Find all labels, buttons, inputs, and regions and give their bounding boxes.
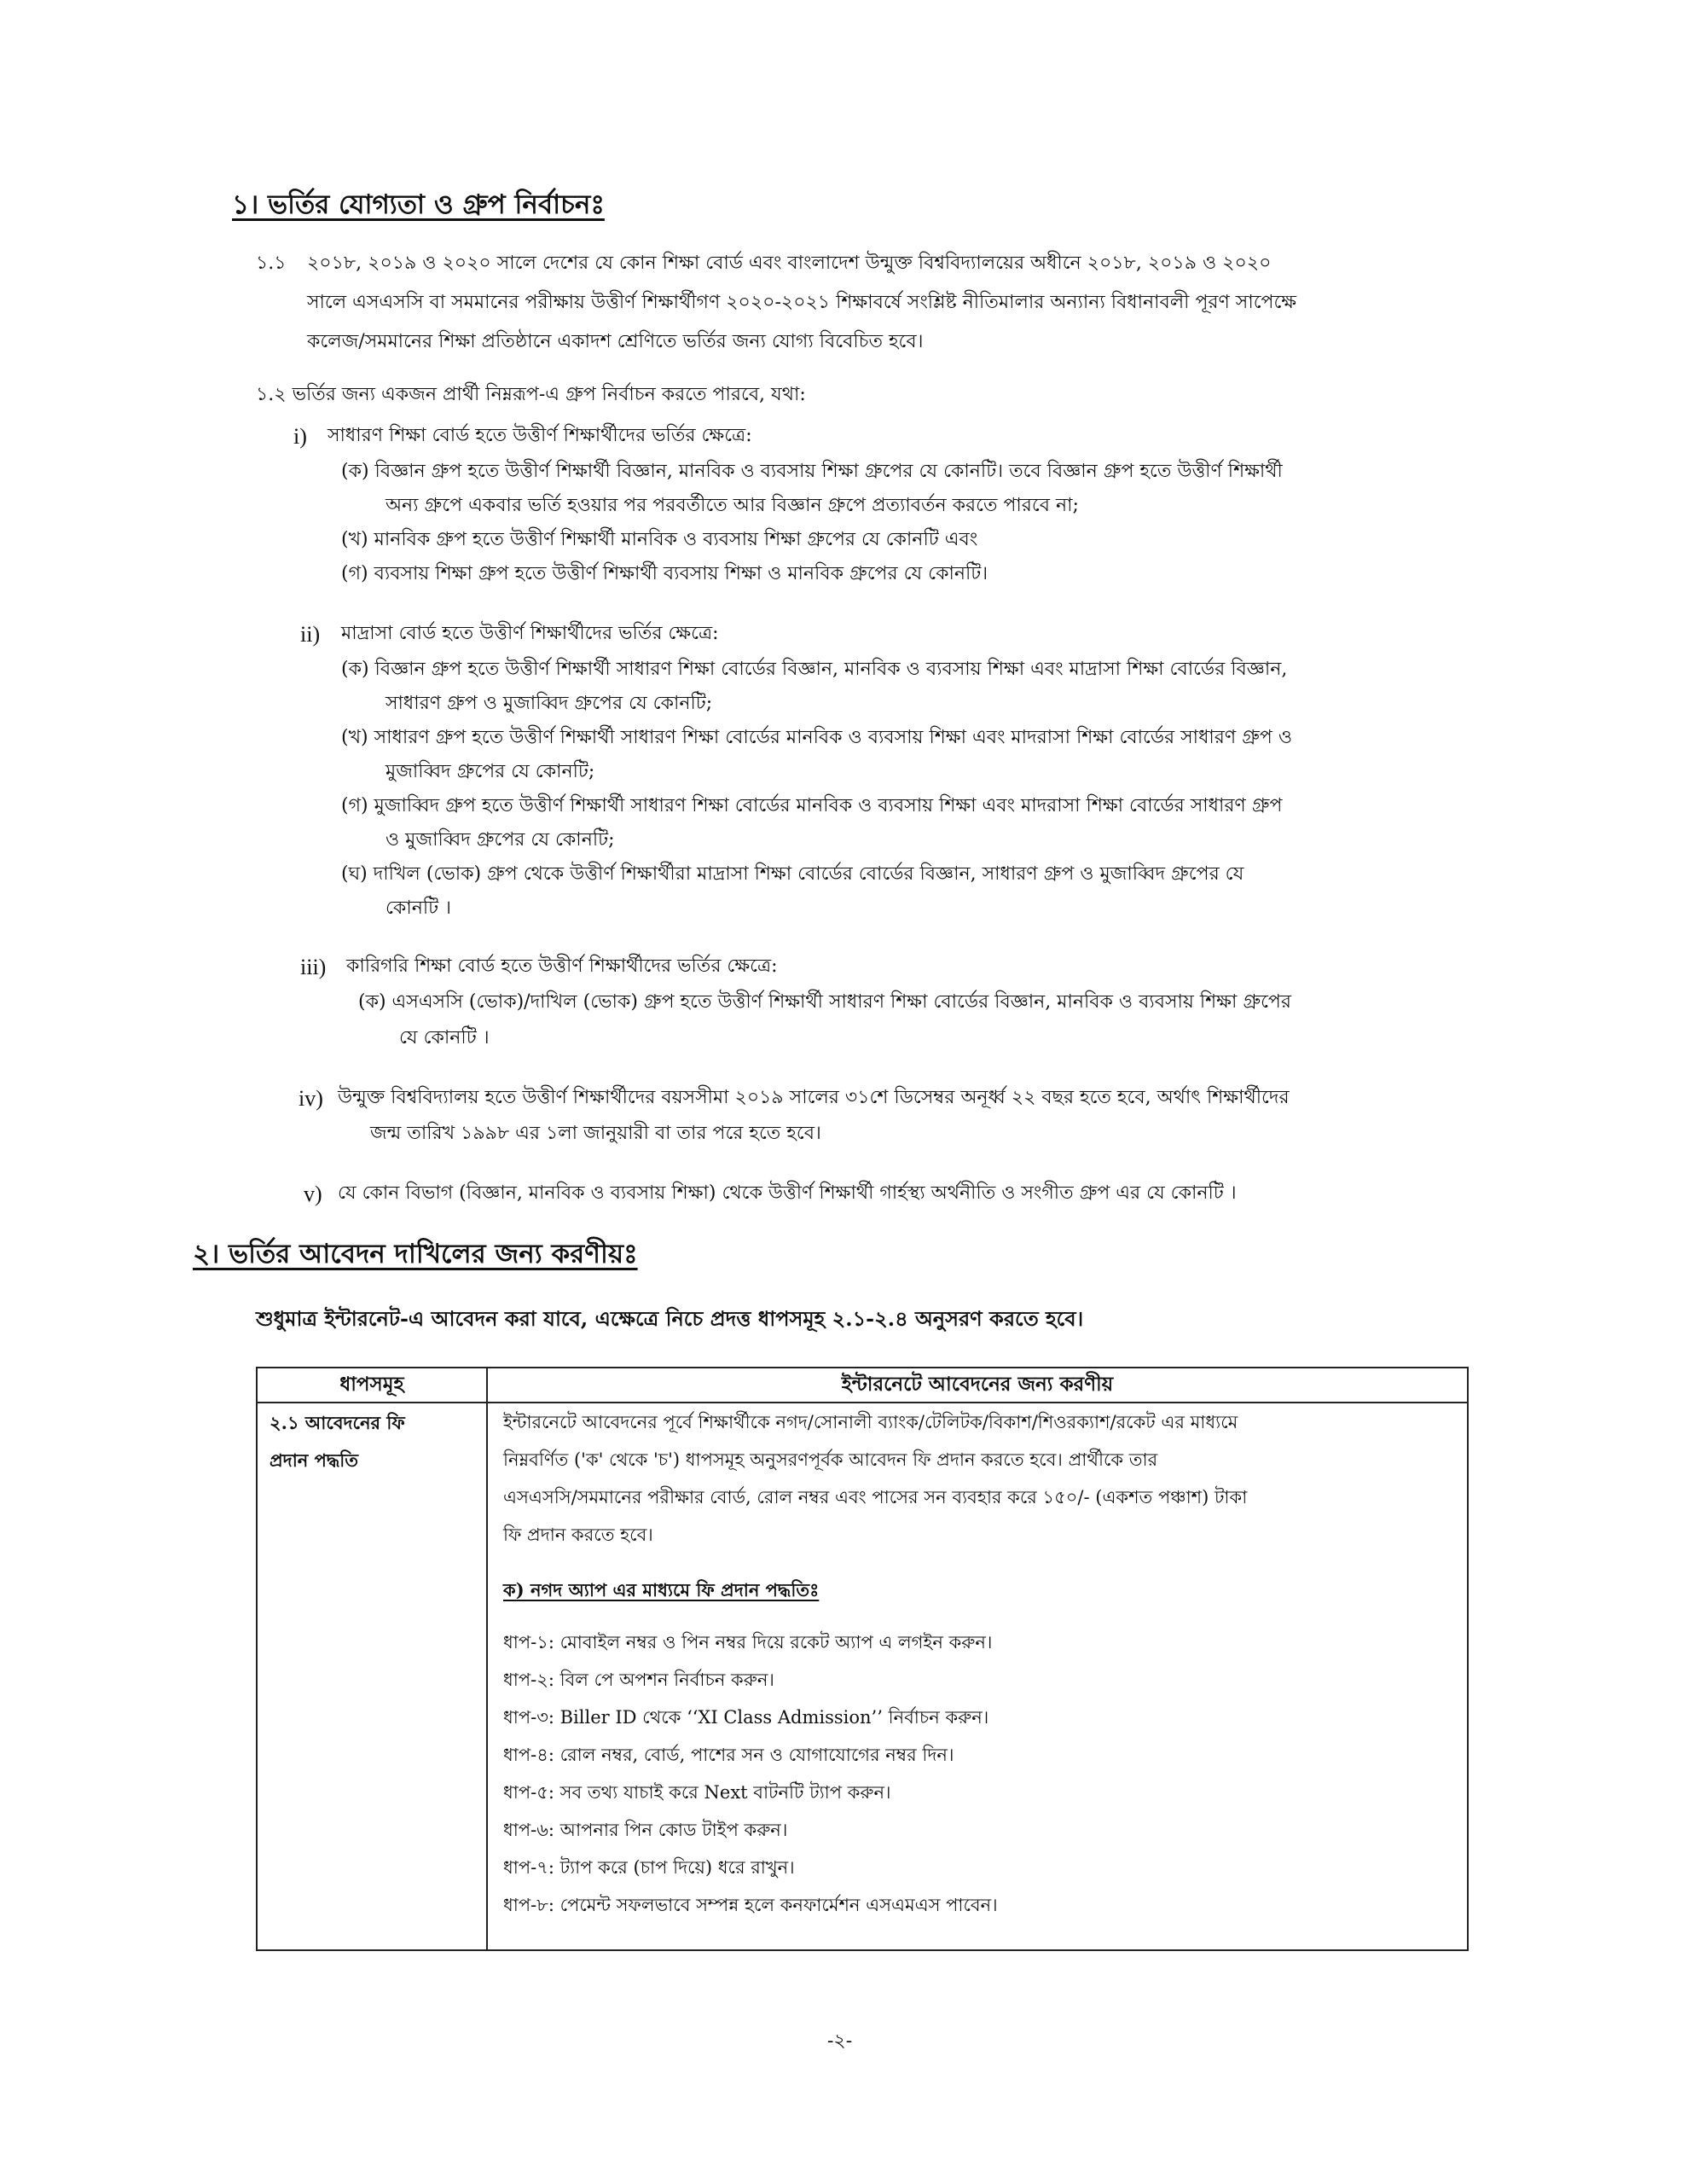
fee-paragraph-line-2: নিম্নবর্ণিত ('ক' থেকে 'চ') ধাপসমূহ অনুসরণপূর্বক আবেদন ফি প্রদান করতে হবে। প্রার্থীকে তার [503, 1449, 1158, 1470]
table-header-steps: ধাপসমূহ [257, 1368, 487, 1403]
sub-i-line-2: অন্য গ্রুপে একবার ভর্তি হওয়ার পর পরবর্তীতে আর বিজ্ঞান গ্রুপে প্রত্যাবর্তন করতে পারবে না; [386, 495, 1079, 516]
step-8: ধাপ-৮: পেমেন্ট সফলভাবে সম্পন্ন হলে কনফার্মেশন এসএমএস পাবেন। [503, 1895, 998, 1915]
sub-ii-number: ii) [300, 622, 321, 647]
sub-i-title: সাধারণ শিক্ষা বোর্ড হতে উত্তীর্ণ শিক্ষার্থীদের ভর্তির ক্ষেত্রে: [328, 425, 752, 446]
sub-ii-line-6: ও মুজাব্বিদ গ্রুপের যে কোনটি; [386, 829, 615, 851]
sub-ii-line-4: মুজাব্বিদ গ্রুপের যে কোনটি; [386, 761, 595, 782]
sub-ii-line-8: কোনটি । [386, 897, 451, 919]
sub-iii-number: iii) [300, 955, 327, 979]
sub-ii-line-5: (গ) মুজাব্বিদ গ্রুপ হতে উত্তীর্ণ শিক্ষার্থী সাধারণ শিক্ষা বোর্ডের মানবিক ও ব্যবসায় শিক্ষা এবং মাদরাসা শিক্ষা বোর্ডের সাধারণ গ্রুপ [341, 795, 1283, 816]
step-1: ধাপ-১: মোবাইল নম্বর ও পিন নম্বর দিয়ে রকেট অ্যাপ এ লগইন করুন। [503, 1632, 993, 1653]
section-1-heading: ১। ভর্তির যোগ্যতা ও গ্রুপ নির্বাচনঃ [232, 189, 605, 220]
page-number: -২- [827, 2030, 853, 2052]
sub-i-line-1: (ক) বিজ্ঞান গ্রুপ হতে উত্তীর্ণ শিক্ষার্থী বিজ্ঞান, মানবিক ও ব্যবসায় শিক্ষা গ্রুপের যে কোনটি। তবে বিজ্ঞান গ্রুপ হতে উত্তীর্ণ শিক্ষার্থী [341, 461, 1283, 482]
row-content-inner [488, 1403, 1467, 1949]
row-label-line-1: ২.১ আবেদনের ফি [270, 1412, 405, 1433]
steps-table [256, 1367, 1469, 1951]
table-row [257, 1403, 1468, 1950]
step-5: ধাপ-৫: সব তথ্য যাচাই করে Next বাটনটি ট্যাপ করুন। [503, 1782, 891, 1803]
sub-v-text: যে কোন বিভাগ (বিজ্ঞান, মানবিক ও ব্যবসায় শিক্ষা) থেকে উত্তীর্ণ শিক্ষার্থী গার্হস্থ্য অর্থনীতি ও সংগীত গ্রুপ এর যে কোনটি । [338, 1182, 1237, 1204]
row-label-line-2: প্রদান পদ্ধতি [270, 1449, 359, 1471]
section-2-heading: ২। ভর্তির আবেদন দাখিলের জন্য করণীয়ঃ [193, 1239, 638, 1269]
table-header-actions: ইন্টারনেটে আবেদনের জন্য করণীয় [487, 1368, 1468, 1403]
sub-i-line-4: (গ) ব্যবসায় শিক্ষা গ্রুপ হতে উত্তীর্ণ শিক্ষার্থী ব্যবসায় শিক্ষা ও মানবিক গ্রুপের যে কোনটি। [341, 563, 988, 584]
sub-iii-title: কারিগরি শিক্ষা বোর্ড হতে উত্তীর্ণ শিক্ষার্থীদের ভর্তির ক্ষেত্রে: [346, 956, 778, 977]
sub-ii-line-3: (খ) সাধারণ গ্রুপ হতে উত্তীর্ণ শিক্ষার্থী সাধারণ শিক্ষা বোর্ডের মানবিক ও ব্যবসায় শিক্ষা এবং মাদরাসা শিক্ষা বোর্ডের সাধারণ গ্রুপ ও [341, 727, 1293, 748]
fee-paragraph-line-1: ইন্টারনেটে আবেদনের পূর্বে শিক্ষার্থীকে নগদ/সোনালী ব্যাংক/টেলিটক/বিকাশ/শিওরক্যাশ/রকেট এর মাধ্যমে [503, 1412, 1238, 1432]
sub-v-number: v) [304, 1182, 322, 1206]
nagad-method-heading: ক) নগদ অ্যাপ এর মাধ্যমে ফি প্রদান পদ্ধতিঃ [503, 1579, 820, 1600]
sub-iv-number: iv) [299, 1086, 323, 1111]
sub-ii-line-7: (ঘ) দাখিল (ভোক) গ্রুপ থেকে উত্তীর্ণ শিক্ষার্থীরা মাদ্রাসা শিক্ষা বোর্ডের বোর্ডের বিজ্ঞান, সাধারণ গ্রুপ ও মুজাব্বিদ গ্রুপের যে [341, 863, 1244, 885]
section-2-intro: শুধুমাত্র ইন্টারনেট-এ আবেদন করা যাবে, এক্ষেত্রে নিচে প্রদত্ত ধাপসমূহ ২.১-২.৪ অনুসরণ করতে হবে। [256, 1306, 1084, 1331]
item-1-1-line-2: সালে এসএসসি বা সমমানের পরীক্ষায় উত্তীর্ণ শিক্ষার্থীগণ ২০২০-২০২১ শিক্ষাবর্ষে সংশ্লিষ্ট নীতিমালার অন্যান্য বিধানাবলী পূরণ সাপেক্ষে [307, 292, 1297, 313]
sub-iv-line-1: উন্মুক্ত বিশ্ববিদ্যালয় হতে উত্তীর্ণ শিক্ষার্থীদের বয়সসীমা ২০১৯ সালের ৩১শে ডিসেম্বর অনূর্ধ্ব ২২ বছর হতে হবে, অর্থাৎ শিক্ষার্থীদের [338, 1087, 1290, 1108]
item-1-1-number: ১.১ [256, 253, 287, 274]
step-4: ধাপ-৪: রোল নম্বর, বোর্ড, পাশের সন ও যোগাযোগের নম্বর দিন। [503, 1745, 954, 1765]
item-1-2: ১.২ ভর্তির জন্য একজন প্রার্থী নিম্নরূপ-এ গ্রুপ নির্বাচন করতে পারবে, যথা: [256, 384, 806, 405]
step-6: ধাপ-৬: আপনার পিন কোড টাইপ করুন। [503, 1820, 788, 1840]
table-header-row [257, 1368, 1468, 1403]
row-content-cell [487, 1403, 1468, 1950]
step-3: ধাপ-৩: Biller ID থেকে ‘‘XI Class Admission’’ নির্বাচন করুন। [503, 1707, 989, 1728]
sub-iii-line-2: যে কোনটি । [399, 1027, 490, 1048]
fee-paragraph-line-3: এসএসসি/সমমানের পরীক্ষার বোর্ড, রোল নম্বর এবং পাসের সন ব্যবহার করে ১৫০/- (একশত পঞ্চাশ) টাকা [503, 1487, 1248, 1507]
sub-ii-title: মাদ্রাসা বোর্ড হতে উত্তীর্ণ শিক্ষার্থীদের ভর্তির ক্ষেত্রে: [341, 623, 719, 644]
sub-iii-line-1: (ক) এসএসসি (ভোক)/দাখিল (ভোক) গ্রুপ হতে উত্তীর্ণ শিক্ষার্থী সাধারণ শিক্ষা বোর্ডের বিজ্ঞান, মানবিক ও ব্যবসায় শিক্ষা গ্রুপের [358, 991, 1291, 1013]
row-label-inner [258, 1403, 486, 1949]
item-1-1-line-1: ২০১৮, ২০১৯ ও ২০২০ সালে দেশের যে কোন শিক্ষা বোর্ড এবং বাংলাদেশ উন্মুক্ত বিশ্ববিদ্যালয়ের অধীনে ২০১৮, ২০১৯ ও ২০২০ [307, 253, 1272, 274]
sub-ii-line-2: সাধারণ গ্রুপ ও মুজাব্বিদ গ্রুপের যে কোনটি; [386, 693, 713, 714]
sub-i-number: i) [293, 424, 307, 449]
item-1-1-line-3: কলেজ/সমমানের শিক্ষা প্রতিষ্ঠানে একাদশ শ্রেণিতে ভর্তির জন্য যোগ্য বিবেচিত হবে। [307, 331, 924, 352]
step-2: ধাপ-২: বিল পে অপশন নির্বাচন করুন। [503, 1670, 774, 1690]
step-7: ধাপ-৭: ট্যাপ করে (চাপ দিয়ে) ধরে রাখুন। [503, 1857, 795, 1878]
sub-iv-line-2: জন্ম তারিখ ১৯৯৮ এর ১লা জানুয়ারী বা তার পরে হতে হবে। [370, 1123, 821, 1144]
sub-i-line-3: (খ) মানবিক গ্রুপ হতে উত্তীর্ণ শিক্ষার্থী মানবিক ও ব্যবসায় শিক্ষা গ্রুপের যে কোনটি এবং [341, 529, 978, 550]
fee-paragraph-line-4: ফি প্রদান করতে হবে। [503, 1525, 653, 1545]
sub-ii-line-1: (ক) বিজ্ঞান গ্রুপ হতে উত্তীর্ণ শিক্ষার্থী সাধারণ শিক্ষা বোর্ডের বিজ্ঞান, মানবিক ও ব্যবসায় শিক্ষা এবং মাদ্রাসা শিক্ষা বোর্ডের বিজ্ঞান, [341, 659, 1288, 680]
row-label-cell [257, 1403, 487, 1950]
